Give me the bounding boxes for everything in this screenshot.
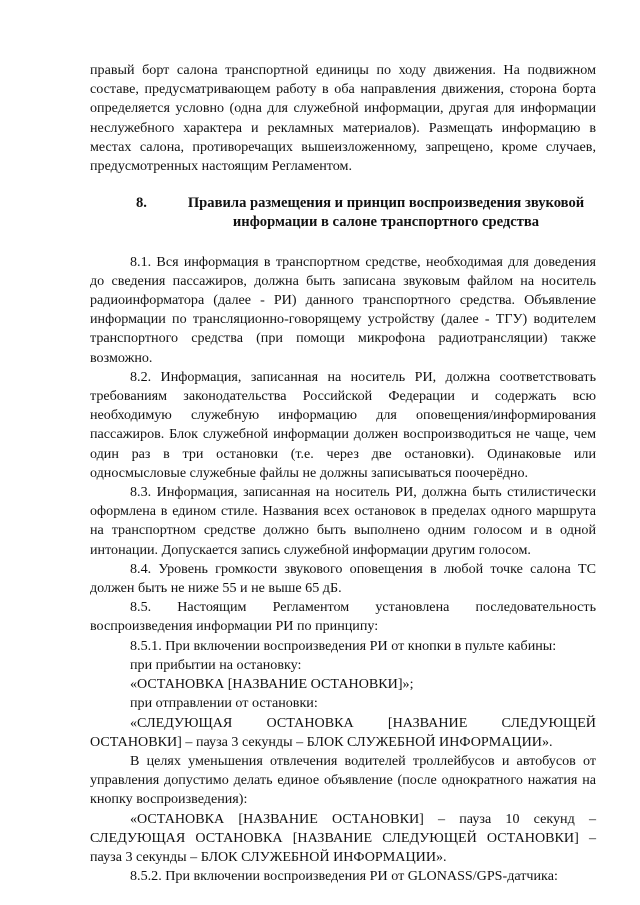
paragraph-8-4: 8.4. Уровень громкости звукового оповещения в любой точке салона ТС должен быть не ниже 55 и не выше 65 дБ.	[90, 560, 596, 597]
combined-announcement-note: В целях уменьшения отвлечения водителей троллейбусов и автобусов от управления допустимо делать единое объявление (после однократного нажатия на кнопку воспроизведения):	[90, 752, 596, 808]
arrival-label: при прибытии на остановку:	[130, 656, 302, 673]
arrival-announcement: «ОСТАНОВКА [НАЗВАНИЕ ОСТАНОВКИ]»;	[130, 676, 414, 693]
departure-announcement: «СЛЕДУЮЩАЯ ОСТАНОВКА [НАЗВАНИЕ СЛЕДУЮЩЕЙ ОСТАНОВКИ] – пауза 3 секунды – БЛОК СЛУЖЕБНОЙ ИНФОРМАЦИИ».	[90, 714, 596, 750]
section-heading	[90, 194, 596, 232]
section-title: Правила размещения и принцип воспроизведения звуковой информации в салоне транспортного средства	[187, 195, 585, 231]
paragraph-8-2: 8.2. Информация, записанная на носитель РИ, должна соответствовать требованиям законодательства Российской Федерации и содержать всю необходимую служебную информацию для оповещения/информирования пассажиров. Блок служебной информации должен воспроизводиться не чаще, чем один раз в три остановки (т.е. через две остановки). Одинаковые или односмысловые служебные файлы не должны записываться поочерёдно.	[90, 368, 596, 481]
departure-label: при отправлении от остановки:	[130, 695, 318, 712]
combined-announcement: «ОСТАНОВКА [НАЗВАНИЕ ОСТАНОВКИ] – пауза 10 секунд – СЛЕДУЮЩАЯ ОСТАНОВКА [НАЗВАНИЕ СЛЕДУЮЩЕЙ ОСТАНОВКИ] – пауза 3 секунды – БЛОК СЛУЖЕБНОЙ ИНФОРМАЦИИ».	[90, 810, 596, 865]
section-number: 8.	[136, 195, 147, 212]
paragraph-8-3: 8.3. Информация, записанная на носитель РИ, должна быть стилистически оформлена в едином стиле. Названия всех остановок в пределах одного маршрута на транспортном средстве должно быть выполнено одним голосом и в одной интонации. Допускается запись служебной информации другим голосом.	[90, 484, 596, 558]
page-content	[90, 61, 596, 886]
intro-paragraph: правый борт салона транспортной единицы по ходу движения. На подвижном составе, предусматривающем работу в оба направления движения, сторона борта определяется условно (одна для служебной информации, другая для информации неслужебного характера и рекламных материалов). Размещать информацию в местах салона, противоречащих вышеизложенному, запрещено, кроме случаев, предусмотренных настоящим Регламентом.	[90, 62, 596, 175]
paragraph-8-1: 8.1. Вся информация в транспортном средстве, необходимая для доведения до сведения пассажиров, должна быть записана звуковым файлом на носитель радиоинформатора (далее - РИ) данного транспортного средства. Объявление информации по трансляционно-говорящему устройству (далее - ТГУ) водителем транспортного средства (при помощи микрофона радиотрансляции) также возможно.	[90, 253, 596, 366]
paragraph-8-5-2: 8.5.2. При включении воспроизведения РИ от GLONASS/GPS-датчика:	[130, 868, 558, 885]
paragraph-8-5-1: 8.5.1. При включении воспроизведения РИ от кнопки в пульте кабины:	[130, 637, 557, 654]
paragraph-8-5: 8.5. Настоящим Регламентом установлена последовательность воспроизведения информации РИ по принципу:	[90, 599, 596, 635]
